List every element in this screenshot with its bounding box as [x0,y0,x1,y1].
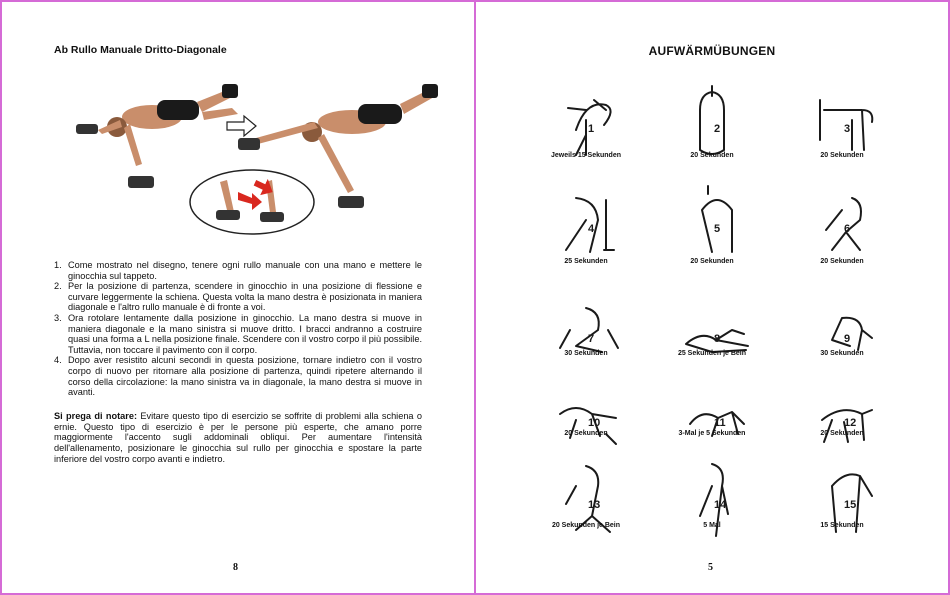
exercise-number: 14 [714,499,727,511]
left-page [2,2,474,593]
exercise-figure [672,180,752,264]
instruction-step: 4. Dopo aver resistito alcuni secondi in questa posizione, tornare indietro con il vostro corpo di nuovo per ritornare alla posizione di partenza, quindi ripetere alternando il corso della circolazione: la mano sinistra va in diagonale, la mano destra si muove in avanti. [54,355,422,398]
stick-figure [560,308,618,352]
exercise-figure [802,180,882,264]
exercise-number: 8 [714,333,721,345]
left-page-title: Ab Rullo Manuale Dritto-Diagonale [54,44,227,56]
note-text: Evitare questo tipo di esercizio se soffrite di problemi alla schiena o ernie. Questo tipo di esercizio è per le persone più esperte, che amano porre maggiormente l'accento sugli addominali obliqui. Per aumentare l'intensità dell'allenamento, posizionare le ginocchia sul rullo per ginocchia e spostare la parte inferiore del vostro corpo avanti e indietro. [54,411,422,464]
instruction-step: 1. Come mostrato nel disegno, tenere ogni rullo manuale con una mano e mettere le ginocchia sul tappeto. [54,260,422,281]
exercise-caption: 25 Sekunden [564,258,608,265]
arrow-right-icon [227,116,256,136]
exercise-number: 9 [844,333,851,345]
exercise-number: 13 [588,499,601,511]
exercise-number: 2 [714,123,721,135]
page-number-right: 5 [708,562,713,573]
exercise-number: 7 [588,333,595,345]
exercise-caption: 20 Sekunden [820,258,864,265]
exercise-figure [802,374,882,458]
exercise-number: 12 [844,417,857,429]
exercise-caption: Jeweils 15 Sekunden [550,152,622,159]
page-number-left: 8 [233,562,238,573]
exercise-caption: 20 Sekunden [564,430,608,437]
exercise-figure [546,374,626,458]
exercise-figure [546,290,626,374]
exercise-figure [546,180,626,264]
ab-roller-illustration [62,72,452,242]
exercise-caption: 30 Sekunden [820,350,864,357]
exercise-caption: 3-Mal je 5 Sekunden [678,430,746,437]
exercise-number: 11 [714,417,726,429]
exercise-caption: 20 Sekunden je Bein [551,522,621,529]
exercise-number: 5 [714,223,721,235]
hand-position-closeup [190,170,314,234]
person-start-position [76,84,238,188]
exercise-photo [62,72,452,242]
exercise-caption: 25 Sekunden je Bein [677,350,747,357]
exercise-number: 4 [588,223,595,235]
exercise-figure [672,374,752,458]
exercise-caption: 20 Sekunden [690,152,734,159]
instruction-list [54,260,422,398]
stick-figure [702,186,732,252]
exercise-figure [802,290,882,374]
instruction-step: 2. Per la posizione di partenza, scendere in ginocchio in una posizione di flessione e curvare leggermente la schiena. Questa volta la mano destra è posizionata in maniera diagonale e l'altro rullo manuale è di fronte a voi. [54,281,422,313]
exercise-caption: 30 Sekunden [564,350,608,357]
exercise-number: 10 [588,417,601,429]
warning-note [54,411,422,465]
right-page [476,2,948,593]
exercise-caption: 20 Sekunden [820,430,864,437]
exercise-figure [672,290,752,374]
exercise-number: 15 [844,499,857,511]
exercise-caption: 20 Sekunden [820,152,864,159]
stick-figure [700,86,724,154]
exercise-number: 6 [844,223,851,235]
exercise-number: 3 [844,123,851,135]
exercise-number: 1 [588,123,595,135]
stick-figure [832,318,872,350]
exercise-caption: 15 Sekunden [820,522,864,529]
right-page-title: AUFWÄRMÜBUNGEN [648,44,776,58]
exercise-caption: 20 Sekunden [690,258,734,265]
instruction-step: 3. Ora rotolare lentamente dalla posizione in ginocchio. La mano destra si muove in maniera diagonale e la mano sinistra si muove dritto. I bracci andranno a costruire quasi una forma a L nella posizione finale. Scendere con il vostro corpo il più possibile. Tuttavia, non toccare il pavimento con il corpo. [54,312,422,355]
exercise-caption: 5 Mal [703,522,721,529]
note-label: Si prega di notare: [54,411,138,421]
